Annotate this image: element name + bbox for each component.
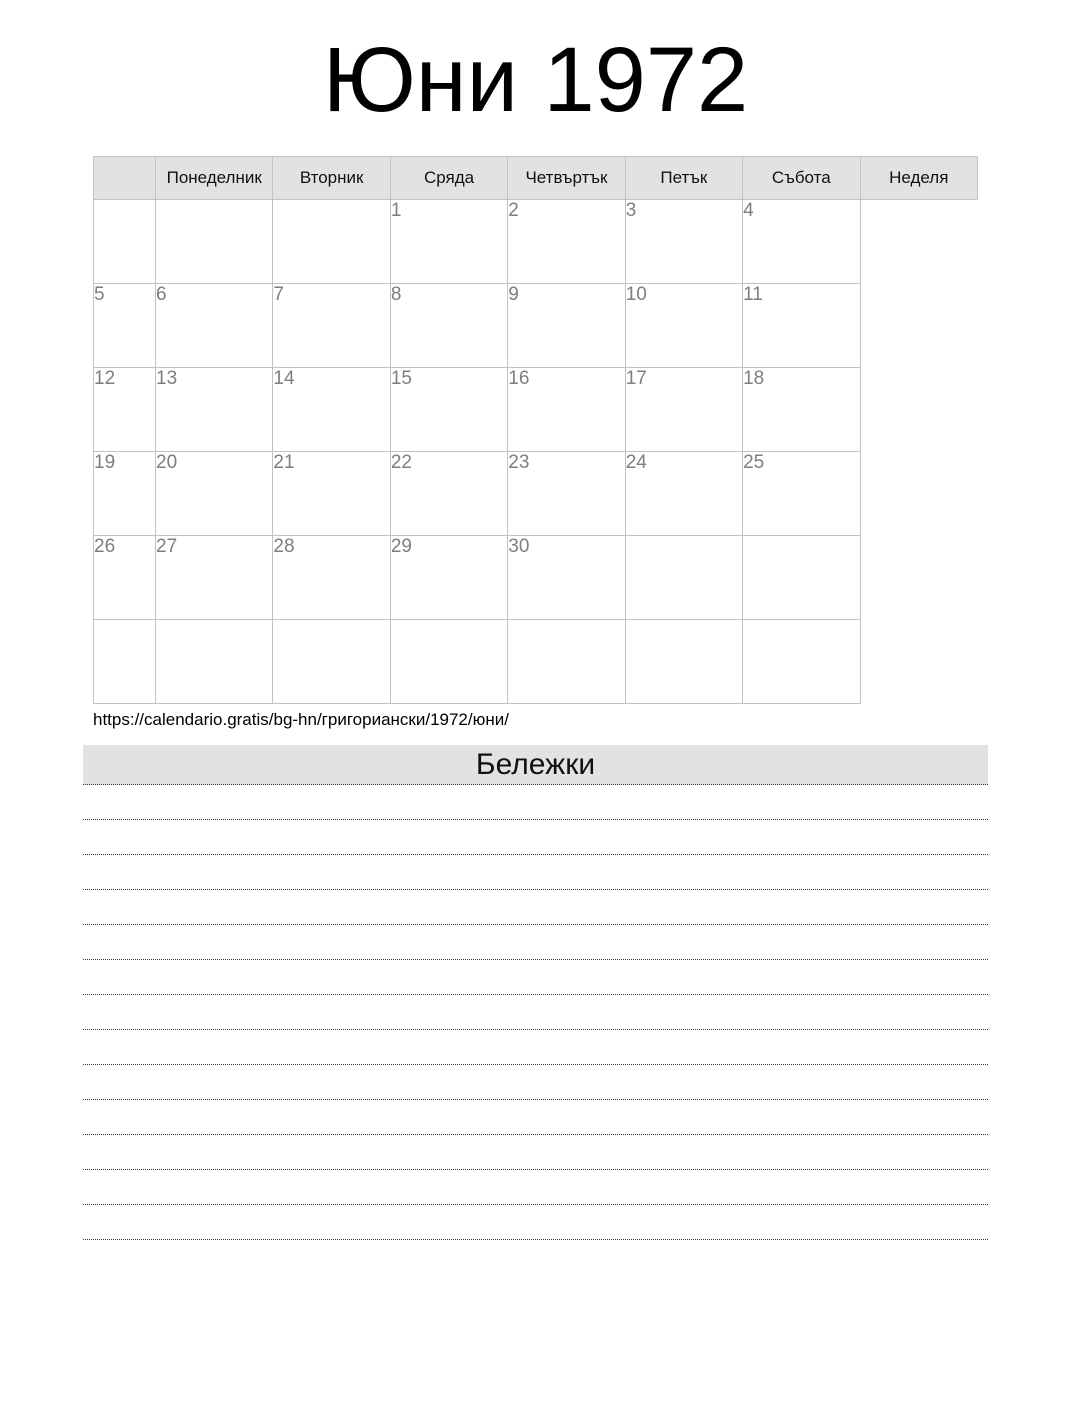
day-cell-17: 17 <box>625 367 742 451</box>
day-cell-5: 5 <box>94 283 156 367</box>
day-cell-empty <box>94 619 156 703</box>
day-cell-29: 29 <box>390 535 507 619</box>
day-header-6: Неделя <box>860 156 977 199</box>
note-line <box>83 1205 988 1240</box>
day-cell-empty <box>273 199 390 283</box>
calendar-body <box>94 199 978 703</box>
day-cell-empty <box>273 619 390 703</box>
note-line <box>83 1030 988 1065</box>
calendar-header-row <box>94 156 978 199</box>
day-cell-4: 4 <box>743 199 860 283</box>
day-cell-empty <box>390 619 507 703</box>
week-row-1 <box>94 283 978 367</box>
note-line <box>83 1135 988 1170</box>
day-cell-28: 28 <box>273 535 390 619</box>
note-lines <box>83 785 988 1240</box>
day-cell-24: 24 <box>625 451 742 535</box>
day-cell-10: 10 <box>625 283 742 367</box>
source-url: https://calendario.gratis/bg-hn/григориански/1972/юни/ <box>93 709 509 729</box>
week-row-2 <box>94 367 978 451</box>
note-line <box>83 1065 988 1100</box>
day-cell-14: 14 <box>273 367 390 451</box>
day-header-5: Събота <box>743 156 860 199</box>
day-header-1: Вторник <box>273 156 390 199</box>
day-cell-7: 7 <box>273 283 390 367</box>
note-line <box>83 995 988 1030</box>
day-header-0: Понеделник <box>156 156 273 199</box>
note-line <box>83 820 988 855</box>
notes-title: Бележки <box>83 745 988 785</box>
week-row-0 <box>94 199 978 283</box>
week-row-4 <box>94 535 978 619</box>
day-cell-2: 2 <box>508 199 625 283</box>
calendar-table <box>93 156 978 704</box>
day-header-4: Петък <box>625 156 742 199</box>
day-cell-13: 13 <box>156 367 273 451</box>
day-cell-empty <box>743 619 860 703</box>
day-cell-3: 3 <box>625 199 742 283</box>
day-cell-20: 20 <box>156 451 273 535</box>
day-cell-18: 18 <box>743 367 860 451</box>
day-cell-22: 22 <box>390 451 507 535</box>
note-line <box>83 890 988 925</box>
note-line <box>83 960 988 995</box>
day-cell-empty <box>156 199 273 283</box>
note-line <box>83 1100 988 1135</box>
day-header-2: Сряда <box>390 156 507 199</box>
day-cell-15: 15 <box>390 367 507 451</box>
day-cell-30: 30 <box>508 535 625 619</box>
note-line <box>83 855 988 890</box>
day-header-3: Четвъртък <box>508 156 625 199</box>
day-cell-19: 19 <box>94 451 156 535</box>
day-cell-empty <box>94 199 156 283</box>
week-number-column <box>94 156 156 199</box>
day-cell-11: 11 <box>743 283 860 367</box>
day-cell-9: 9 <box>508 283 625 367</box>
note-line <box>83 785 988 820</box>
day-cell-16: 16 <box>508 367 625 451</box>
note-line <box>83 925 988 960</box>
day-cell-8: 8 <box>390 283 507 367</box>
week-row-3 <box>94 451 978 535</box>
week-row-5 <box>94 619 978 703</box>
day-cell-empty <box>743 535 860 619</box>
day-cell-12: 12 <box>94 367 156 451</box>
day-cell-6: 6 <box>156 283 273 367</box>
day-cell-empty <box>508 619 625 703</box>
day-cell-empty <box>156 619 273 703</box>
note-line <box>83 1170 988 1205</box>
day-cell-21: 21 <box>273 451 390 535</box>
day-cell-25: 25 <box>743 451 860 535</box>
day-cell-27: 27 <box>156 535 273 619</box>
day-cell-empty <box>625 619 742 703</box>
notes-section <box>83 745 988 1240</box>
day-cell-1: 1 <box>390 199 507 283</box>
page-title: Юни 1972 <box>322 29 749 131</box>
day-cell-26: 26 <box>94 535 156 619</box>
day-cell-empty <box>625 535 742 619</box>
day-cell-23: 23 <box>508 451 625 535</box>
